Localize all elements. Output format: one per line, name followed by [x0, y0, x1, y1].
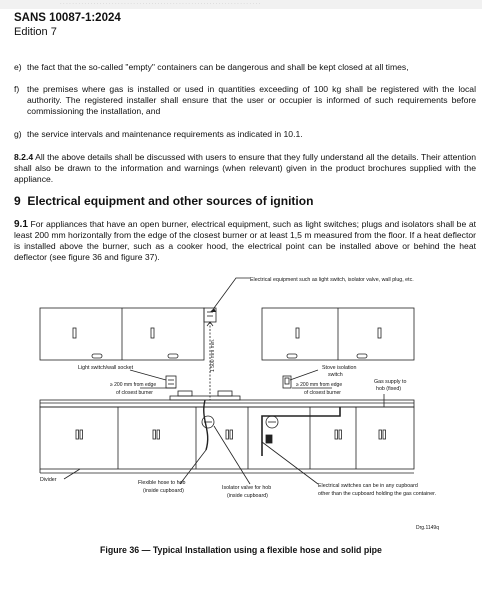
- item-g-marker: g): [14, 129, 22, 139]
- label-light-switch: Light switch/wall socket: [78, 365, 134, 371]
- section-9-heading: [14, 194, 313, 208]
- label-electrical-switches-2: other than the cupboard holding the gas container.: [318, 491, 437, 497]
- label-divider: Divider: [40, 477, 57, 483]
- label-stove-isolation-1: Stove isolation: [322, 365, 357, 371]
- label-electrical-equipment: Electrical equipment such as light switch, isolator valve, wall plug, etc.: [250, 277, 414, 283]
- label-flexible-hose-2: (inside cupboard): [143, 488, 184, 494]
- hob: [170, 396, 240, 400]
- label-distance-right-1: ≥ 200 mm from edge: [296, 382, 343, 388]
- section-9-number: 9: [14, 194, 21, 208]
- item-e-marker: e): [14, 62, 22, 72]
- top-notice-text: · · · · · · · · · · · · · · · · · · · · · · · · · · · · · · · · · · · · · · · · · · · · · · · · · · · · · · · · · · · · · · · · · ·: [60, 1, 261, 7]
- label-isolator-valve-1: Isolator valve for hob: [222, 485, 272, 491]
- label-flexible-hose-1: Flexible hose to hob: [138, 480, 186, 486]
- label-electrical-switches-1: Electrical switches can be in any cupboard: [318, 483, 418, 489]
- gas-supply-pipe: [262, 407, 340, 456]
- label-isolator-valve-2: (inside cupboard): [227, 493, 268, 499]
- label-distance-right-2: of closest burner: [304, 390, 341, 396]
- clause-9-1-text: For appliances that have an open burner, electrical equipment, such as light switches; plugs and isolators shall be at least 200 mm horizontally from the edge of the closest burner or at least 1,5 m measured from the floor. If a heat deflector is installed above the burner, such as a cooker hood, the electrical point can be installed above or behind the heat deflector (see figure 36 and figure 37).: [14, 219, 477, 262]
- standard-number: SANS 10087-1:2024: [14, 12, 121, 24]
- clause-9-1: [14, 219, 476, 263]
- clause-9-1-number: 9.1: [14, 219, 28, 230]
- label-distance-left-2: of closest burner: [116, 390, 153, 396]
- label-gas-supply-2: hob (fixed): [376, 386, 402, 392]
- clause-8-2-4-number: 8.2.4: [14, 152, 34, 162]
- figure-caption: Figure 36 — Typical Installation using a flexible hose and solid pipe: [100, 545, 382, 555]
- light-switch-box: [166, 376, 176, 388]
- edition-label: Edition 7: [14, 26, 57, 38]
- clause-8-2-4-text: All the above details shall be discussed with users to ensure that they fully understand all the details. Their attention shall also be drawn to the information and warnings (when relevant) given in the product brochures supplied with the appliance.: [14, 152, 476, 184]
- figure-36-drawing: [0, 270, 482, 538]
- section-9-title: Electrical equipment and other sources of ignition: [27, 194, 314, 208]
- label-gas-supply-1: Gas supply to: [374, 379, 407, 385]
- label-height: 1 500 mm min.: [210, 338, 216, 372]
- label-drawing-number: Drg.1149q: [416, 525, 439, 531]
- worktop: [40, 400, 414, 407]
- flexible-hose: [204, 400, 208, 450]
- top-notice-strip: [0, 0, 482, 9]
- item-f-text: the premises where gas is installed or used in quantities exceeding of 100 kg shall be registered with the local authority. The registered installer shall ensure that the user or occupier is informed of such requirements before commissioning the installation, and: [27, 84, 476, 116]
- item-e-text: the fact that the so-called "empty" containers can be dangerous and shall be kept closed at all times,: [27, 62, 409, 72]
- item-f-marker: f): [14, 84, 20, 94]
- label-stove-isolation-2: switch: [328, 372, 343, 378]
- base-cabinets: [40, 407, 414, 469]
- label-distance-left-1: ≥ 200 mm from edge: [110, 382, 157, 388]
- item-g-text: the service intervals and maintenance requirements as indicated in 10.1.: [27, 129, 303, 139]
- clause-8-2-4: [14, 152, 476, 185]
